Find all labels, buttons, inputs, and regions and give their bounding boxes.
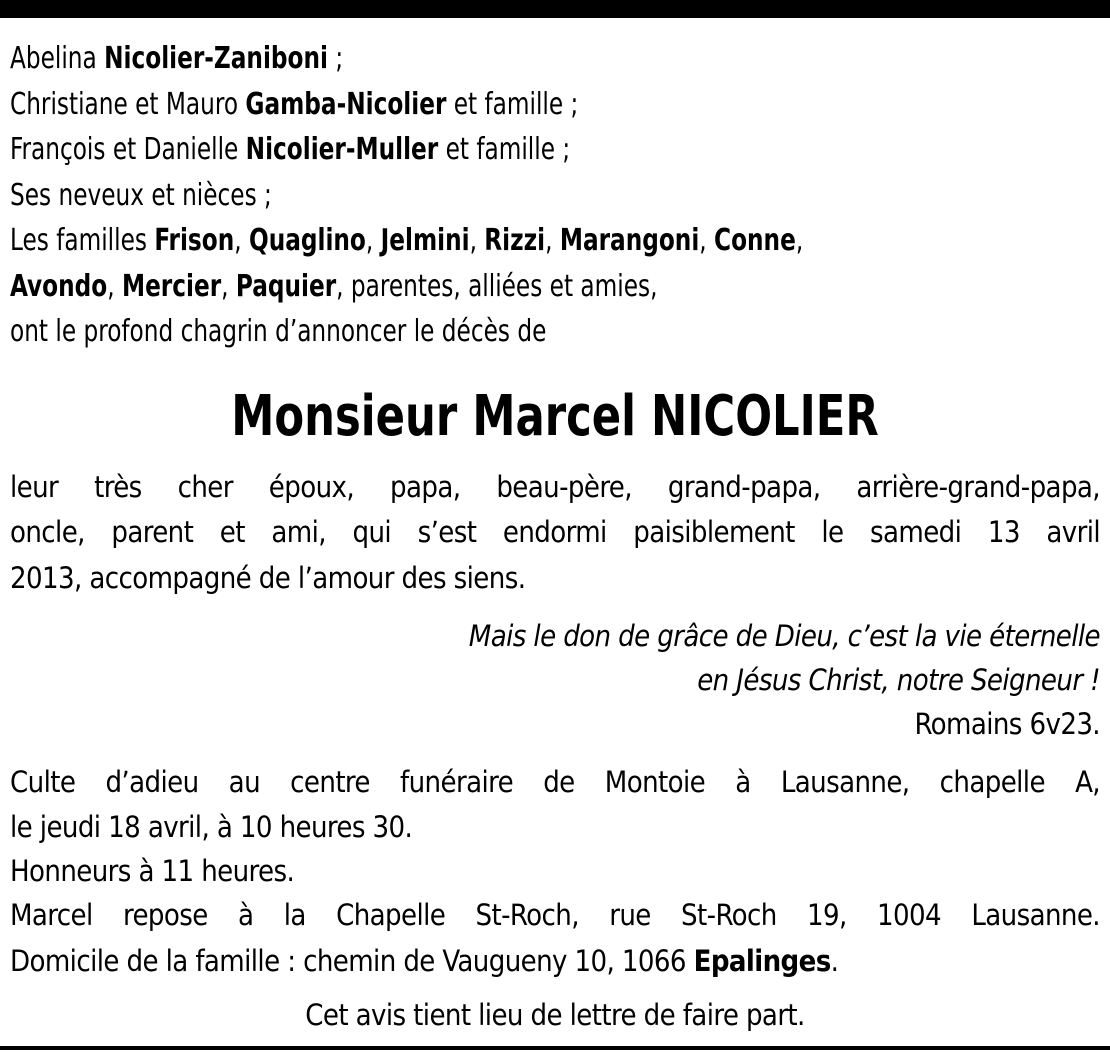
surname: Gamba-Nicolier (245, 86, 447, 122)
family-name: Jelmini (380, 223, 470, 258)
family-name: Rizzi (484, 223, 546, 258)
family-name: Mercier (121, 268, 222, 304)
top-rule (0, 0, 1110, 18)
bottom-rule (0, 1046, 1110, 1050)
verse-line-2: en Jésus Christ, notre Seigneur ! (697, 662, 1100, 697)
family-name: Quaglino (248, 223, 366, 258)
description-line-2: oncle, parent et ami, qui s’est endormi paisiblement le samedi 13 avril (10, 515, 1100, 549)
family-name: Paquier (235, 268, 337, 304)
announcement-line: ont le profond chagrin d’annoncer le décès de (10, 314, 547, 349)
obituary-notice (10, 36, 1100, 1037)
surname: Nicolier-Muller (245, 132, 439, 167)
description-line-1: leur très cher époux, papa, beau-père, grand-papa, arrière-grand-papa, (10, 469, 1100, 504)
description-line-3: 2013, accompagné de l’amour des siens. (10, 560, 526, 595)
family-line-1: Abelina Nicolier-Zaniboni ; (10, 41, 344, 76)
city: Epalinges (693, 943, 831, 978)
family-name: Conne (714, 223, 796, 258)
surname: Nicolier-Zaniboni (104, 41, 328, 76)
verse-reference: Romains 6v23. (914, 706, 1100, 741)
verse-line-1: Mais le don de grâce de Dieu, c’est la vie éternelle (468, 618, 1100, 653)
closing-line: Cet avis tient lieu de lettre de faire part. (305, 997, 805, 1032)
ceremony-line-4: Marcel repose à la Chapelle St-Roch, rue St-Roch 19, 1004 Lausanne. (10, 898, 1100, 932)
family-line-5: Les familles Frison, Quaglino, Jelmini, Rizzi, Marangoni, Conne, (10, 223, 804, 258)
ceremony-line-1: Culte d’adieu au centre funéraire de Montoie à Lausanne, chapelle A, (10, 764, 1100, 799)
family-name: Frison (154, 223, 235, 258)
deceased-name: Monsieur Marcel NICOLIER (231, 383, 879, 449)
ceremony-line-2: le jeudi 18 avril, à 10 heures 30. (10, 810, 413, 844)
family-line-2: Christiane et Mauro Gamba-Nicolier et famille ; (10, 86, 579, 122)
family-line-6: Avondo, Mercier, Paquier, parentes, alliées et amies, (10, 268, 658, 304)
ceremony-line-3: Honneurs à 11 heures. (10, 854, 295, 888)
family-name: Avondo (10, 268, 108, 304)
family-line-4: Ses neveux et nièces ; (10, 177, 272, 213)
family-line-3: François et Danielle Nicolier-Muller et famille ; (10, 132, 571, 167)
ceremony-line-5: Domicile de la famille : chemin de Vaugueny 10, 1066 Epalinges. (10, 943, 839, 978)
family-name: Marangoni (559, 223, 700, 258)
